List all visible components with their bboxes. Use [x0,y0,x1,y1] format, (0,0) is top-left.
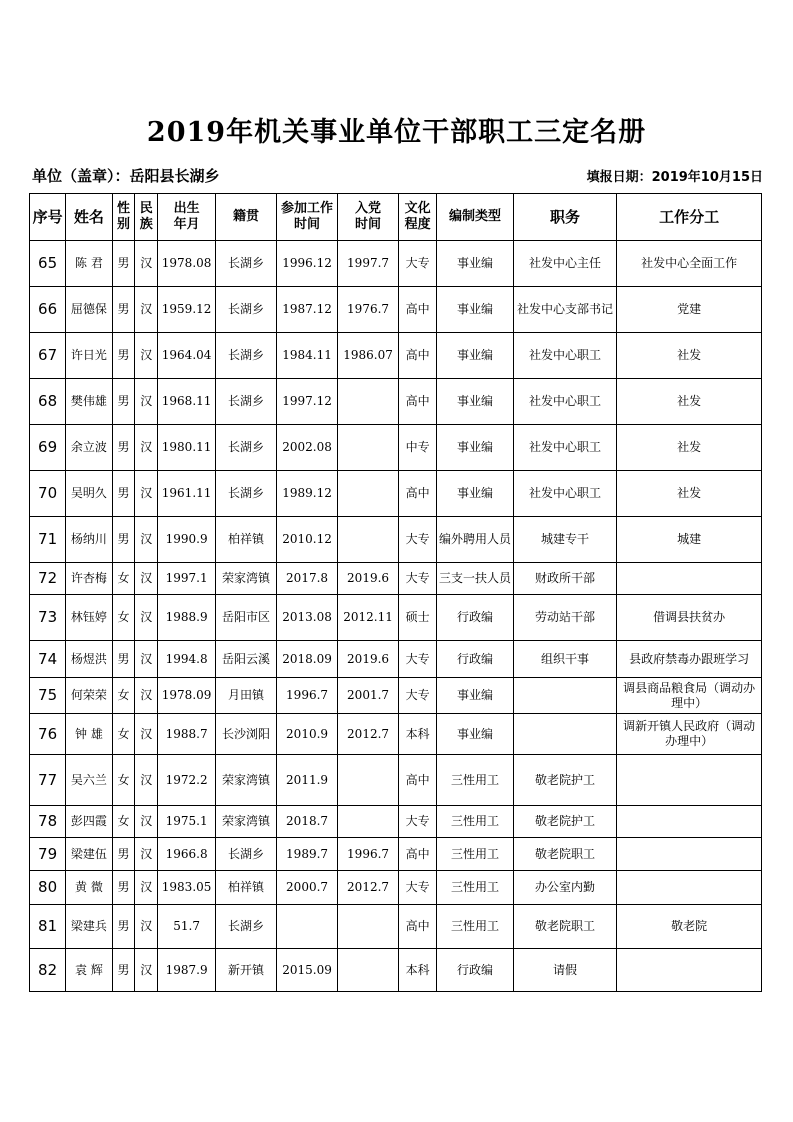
table-row [30,949,762,992]
cell-education: 高中 [399,755,437,806]
cell-education: 高中 [399,471,437,517]
cell-gender: 女 [112,806,135,838]
cell-education: 大专 [399,563,437,595]
cell-party-join: 1986.07 [338,333,399,379]
cell-education: 中专 [399,425,437,471]
header-duty: 工作分工 [617,194,762,241]
table-row [30,806,762,838]
staff-roster-table [29,193,762,992]
cell-birth: 1964.04 [158,333,216,379]
cell-party-join: 1997.7 [338,241,399,287]
cell-staffing: 事业编 [437,241,514,287]
table-row [30,379,762,425]
header-work-start [277,194,338,241]
cell-duty: 借调县扶贫办 [617,595,762,641]
cell-gender: 男 [112,287,135,333]
cell-name: 梁建兵 [66,905,113,949]
cell-duty [617,871,762,905]
cell-staffing: 事业编 [437,333,514,379]
cell-position: 劳动站干部 [513,595,616,641]
cell-name: 吴六兰 [66,755,113,806]
cell-duty: 敬老院 [617,905,762,949]
table-row [30,641,762,678]
cell-seq: 82 [30,949,66,992]
cell-birth: 1983.05 [158,871,216,905]
cell-seq: 72 [30,563,66,595]
cell-gender: 男 [112,641,135,678]
cell-origin: 荣家湾镇 [216,806,277,838]
cell-seq: 67 [30,333,66,379]
cell-work-start: 1997.12 [277,379,338,425]
cell-name: 杨煜洪 [66,641,113,678]
cell-seq: 80 [30,871,66,905]
table-row [30,287,762,333]
cell-position: 敬老院职工 [513,905,616,949]
cell-origin: 长湖乡 [216,838,277,871]
cell-duty: 调新开镇人民政府（调动办理中） [617,714,762,755]
cell-position: 城建专干 [513,517,616,563]
cell-work-start: 2017.8 [277,563,338,595]
cell-origin: 新开镇 [216,949,277,992]
cell-origin: 长沙浏阳 [216,714,277,755]
cell-seq: 76 [30,714,66,755]
cell-ethnicity: 汉 [135,641,158,678]
cell-origin: 长湖乡 [216,333,277,379]
cell-name: 黄 微 [66,871,113,905]
cell-gender: 女 [112,595,135,641]
cell-seq: 66 [30,287,66,333]
cell-origin: 长湖乡 [216,241,277,287]
cell-work-start: 2010.9 [277,714,338,755]
cell-birth: 1966.8 [158,838,216,871]
cell-duty [617,755,762,806]
cell-gender: 男 [112,241,135,287]
cell-ethnicity: 汉 [135,838,158,871]
cell-party-join [338,425,399,471]
header-name: 姓名 [66,194,113,241]
cell-staffing: 行政编 [437,949,514,992]
header-party-join [338,194,399,241]
header-birth-line2: 年月 [173,217,200,232]
cell-origin: 柏祥镇 [216,871,277,905]
cell-name: 钟 雄 [66,714,113,755]
header-ethnicity-line1: 民 [139,201,153,216]
cell-position [513,678,616,714]
cell-seq: 81 [30,905,66,949]
cell-work-start: 1989.7 [277,838,338,871]
table-row [30,241,762,287]
cell-duty: 社发 [617,471,762,517]
cell-ethnicity: 汉 [135,755,158,806]
cell-seq: 75 [30,678,66,714]
cell-education: 高中 [399,333,437,379]
cell-seq: 65 [30,241,66,287]
cell-gender: 男 [112,471,135,517]
cell-ethnicity: 汉 [135,871,158,905]
cell-seq: 69 [30,425,66,471]
cell-staffing: 事业编 [437,425,514,471]
cell-birth: 1968.11 [158,379,216,425]
cell-name: 许杏梅 [66,563,113,595]
cell-education: 大专 [399,678,437,714]
cell-seq: 77 [30,755,66,806]
cell-duty: 党建 [617,287,762,333]
cell-name: 余立波 [66,425,113,471]
cell-position: 敬老院职工 [513,838,616,871]
header-education-line2: 程度 [404,217,431,232]
cell-birth: 1972.2 [158,755,216,806]
cell-position: 财政所干部 [513,563,616,595]
cell-gender: 男 [112,379,135,425]
header-origin: 籍贯 [216,194,277,241]
table-row [30,678,762,714]
table-row [30,755,762,806]
cell-position: 社发中心职工 [513,333,616,379]
cell-work-start: 2018.09 [277,641,338,678]
cell-gender: 男 [112,838,135,871]
cell-education: 高中 [399,379,437,425]
cell-duty [617,949,762,992]
header-ethnicity [135,194,158,241]
cell-name: 樊伟雄 [66,379,113,425]
cell-staffing: 行政编 [437,641,514,678]
cell-position: 办公室内勤 [513,871,616,905]
cell-origin: 长湖乡 [216,471,277,517]
cell-seq: 78 [30,806,66,838]
cell-work-start [277,905,338,949]
header-gender [112,194,135,241]
cell-duty: 社发 [617,379,762,425]
cell-gender: 男 [112,425,135,471]
cell-party-join: 1976.7 [338,287,399,333]
cell-name: 彭四霞 [66,806,113,838]
cell-ethnicity: 汉 [135,471,158,517]
cell-work-start: 2002.08 [277,425,338,471]
header-ethnicity-line2: 族 [139,217,153,232]
cell-ethnicity: 汉 [135,806,158,838]
cell-ethnicity: 汉 [135,287,158,333]
table-row [30,471,762,517]
cell-birth: 51.7 [158,905,216,949]
cell-ethnicity: 汉 [135,563,158,595]
cell-ethnicity: 汉 [135,595,158,641]
header-work-start-line1: 参加工作 [281,201,334,216]
cell-position [513,714,616,755]
cell-birth: 1980.11 [158,425,216,471]
cell-party-join: 2019.6 [338,563,399,595]
cell-work-start: 2000.7 [277,871,338,905]
cell-education: 大专 [399,806,437,838]
table-row [30,563,762,595]
header-birth [158,194,216,241]
cell-birth: 1988.9 [158,595,216,641]
cell-duty: 调县商品粮食局（调动办理中） [617,678,762,714]
table-row [30,838,762,871]
cell-staffing: 事业编 [437,471,514,517]
cell-party-join [338,806,399,838]
cell-staffing: 事业编 [437,379,514,425]
cell-position: 社发中心职工 [513,379,616,425]
cell-work-start: 2011.9 [277,755,338,806]
header-seq: 序号 [30,194,66,241]
cell-birth: 1961.11 [158,471,216,517]
cell-name: 陈 君 [66,241,113,287]
cell-birth: 1959.12 [158,287,216,333]
cell-origin: 长湖乡 [216,287,277,333]
cell-duty [617,563,762,595]
cell-staffing: 编外聘用人员 [437,517,514,563]
cell-seq: 70 [30,471,66,517]
cell-duty: 城建 [617,517,762,563]
cell-education: 本科 [399,714,437,755]
cell-birth: 1978.09 [158,678,216,714]
cell-ethnicity: 汉 [135,517,158,563]
cell-party-join [338,471,399,517]
cell-work-start: 2018.7 [277,806,338,838]
cell-party-join [338,905,399,949]
header-education [399,194,437,241]
roster-body [30,241,762,992]
cell-gender: 男 [112,871,135,905]
cell-education: 高中 [399,905,437,949]
cell-position: 社发中心职工 [513,425,616,471]
cell-origin: 岳阳云溪 [216,641,277,678]
cell-staffing: 三支一扶人员 [437,563,514,595]
cell-position: 社发中心职工 [513,471,616,517]
cell-staffing: 事业编 [437,714,514,755]
cell-education: 硕士 [399,595,437,641]
cell-birth: 1975.1 [158,806,216,838]
cell-name: 梁建伍 [66,838,113,871]
cell-work-start: 1996.12 [277,241,338,287]
cell-seq: 68 [30,379,66,425]
cell-ethnicity: 汉 [135,241,158,287]
cell-work-start: 1984.11 [277,333,338,379]
cell-ethnicity: 汉 [135,379,158,425]
cell-education: 大专 [399,641,437,678]
header-gender-line1: 性 [117,201,131,216]
cell-name: 杨纳川 [66,517,113,563]
cell-work-start: 1987.12 [277,287,338,333]
cell-birth: 1997.1 [158,563,216,595]
cell-party-join [338,517,399,563]
cell-gender: 男 [112,905,135,949]
table-row [30,425,762,471]
cell-duty [617,838,762,871]
cell-name: 许日光 [66,333,113,379]
cell-staffing: 事业编 [437,287,514,333]
table-row [30,714,762,755]
cell-work-start: 1996.7 [277,678,338,714]
cell-seq: 74 [30,641,66,678]
cell-education: 大专 [399,517,437,563]
cell-staffing: 三性用工 [437,806,514,838]
cell-origin: 月田镇 [216,678,277,714]
cell-birth: 1987.9 [158,949,216,992]
cell-position: 请假 [513,949,616,992]
cell-education: 本科 [399,949,437,992]
table-row [30,517,762,563]
cell-origin: 长湖乡 [216,379,277,425]
cell-duty: 社发 [617,333,762,379]
page-title: 2019年机关事业单位干部职工三定名册 [146,117,647,148]
cell-ethnicity: 汉 [135,333,158,379]
cell-party-join: 1996.7 [338,838,399,871]
header-party-join-line2: 时间 [355,217,382,232]
cell-work-start: 1989.12 [277,471,338,517]
cell-party-join [338,755,399,806]
report-date: 填报日期：2019年10月15日 [586,170,763,185]
unit-label: 单位（盖章）：岳阳县长湖乡 [32,167,220,185]
cell-gender: 女 [112,678,135,714]
header-birth-line1: 出生 [173,201,200,216]
cell-duty: 社发中心全面工作 [617,241,762,287]
cell-ethnicity: 汉 [135,425,158,471]
header-position: 职务 [513,194,616,241]
cell-duty [617,806,762,838]
cell-staffing: 三性用工 [437,871,514,905]
cell-party-join [338,949,399,992]
cell-position: 敬老院护工 [513,755,616,806]
cell-staffing: 三性用工 [437,838,514,871]
cell-work-start: 2015.09 [277,949,338,992]
cell-work-start: 2013.08 [277,595,338,641]
header-work-start-line2: 时间 [294,217,321,232]
cell-education: 高中 [399,838,437,871]
cell-seq: 79 [30,838,66,871]
cell-party-join: 2012.7 [338,871,399,905]
table-row [30,595,762,641]
cell-name: 林钰婷 [66,595,113,641]
header-staffing: 编制类型 [437,194,514,241]
cell-birth: 1978.08 [158,241,216,287]
cell-gender: 女 [112,563,135,595]
cell-seq: 73 [30,595,66,641]
cell-party-join: 2012.7 [338,714,399,755]
cell-origin: 柏祥镇 [216,517,277,563]
cell-gender: 男 [112,517,135,563]
cell-name: 袁 辉 [66,949,113,992]
cell-staffing: 事业编 [437,678,514,714]
cell-origin: 长湖乡 [216,425,277,471]
cell-party-join: 2001.7 [338,678,399,714]
cell-education: 大专 [399,241,437,287]
header-row [30,194,762,241]
cell-gender: 男 [112,949,135,992]
cell-ethnicity: 汉 [135,949,158,992]
cell-origin: 岳阳市区 [216,595,277,641]
cell-staffing: 三性用工 [437,905,514,949]
cell-birth: 1990.9 [158,517,216,563]
cell-gender: 女 [112,714,135,755]
header-education-line1: 文化 [404,201,431,216]
cell-gender: 女 [112,755,135,806]
cell-origin: 荣家湾镇 [216,563,277,595]
cell-duty: 县政府禁毒办跟班学习 [617,641,762,678]
cell-name: 吴明久 [66,471,113,517]
cell-staffing: 三性用工 [437,755,514,806]
cell-origin: 长湖乡 [216,905,277,949]
cell-position: 组织干事 [513,641,616,678]
cell-party-join [338,379,399,425]
cell-birth: 1994.8 [158,641,216,678]
header-party-join-line1: 入党 [355,201,382,216]
table-row [30,871,762,905]
cell-position: 敬老院护工 [513,806,616,838]
cell-ethnicity: 汉 [135,905,158,949]
cell-gender: 男 [112,333,135,379]
cell-work-start: 2010.12 [277,517,338,563]
cell-ethnicity: 汉 [135,714,158,755]
cell-origin: 荣家湾镇 [216,755,277,806]
cell-duty: 社发 [617,425,762,471]
cell-party-join: 2012.11 [338,595,399,641]
cell-position: 社发中心支部书记 [513,287,616,333]
cell-education: 大专 [399,871,437,905]
cell-birth: 1988.7 [158,714,216,755]
cell-party-join: 2019.6 [338,641,399,678]
header-gender-line2: 别 [117,217,131,232]
cell-staffing: 行政编 [437,595,514,641]
table-row [30,905,762,949]
cell-seq: 71 [30,517,66,563]
cell-position: 社发中心主任 [513,241,616,287]
cell-ethnicity: 汉 [135,678,158,714]
cell-education: 高中 [399,287,437,333]
cell-name: 屈德保 [66,287,113,333]
cell-name: 何荣荣 [66,678,113,714]
table-row [30,333,762,379]
